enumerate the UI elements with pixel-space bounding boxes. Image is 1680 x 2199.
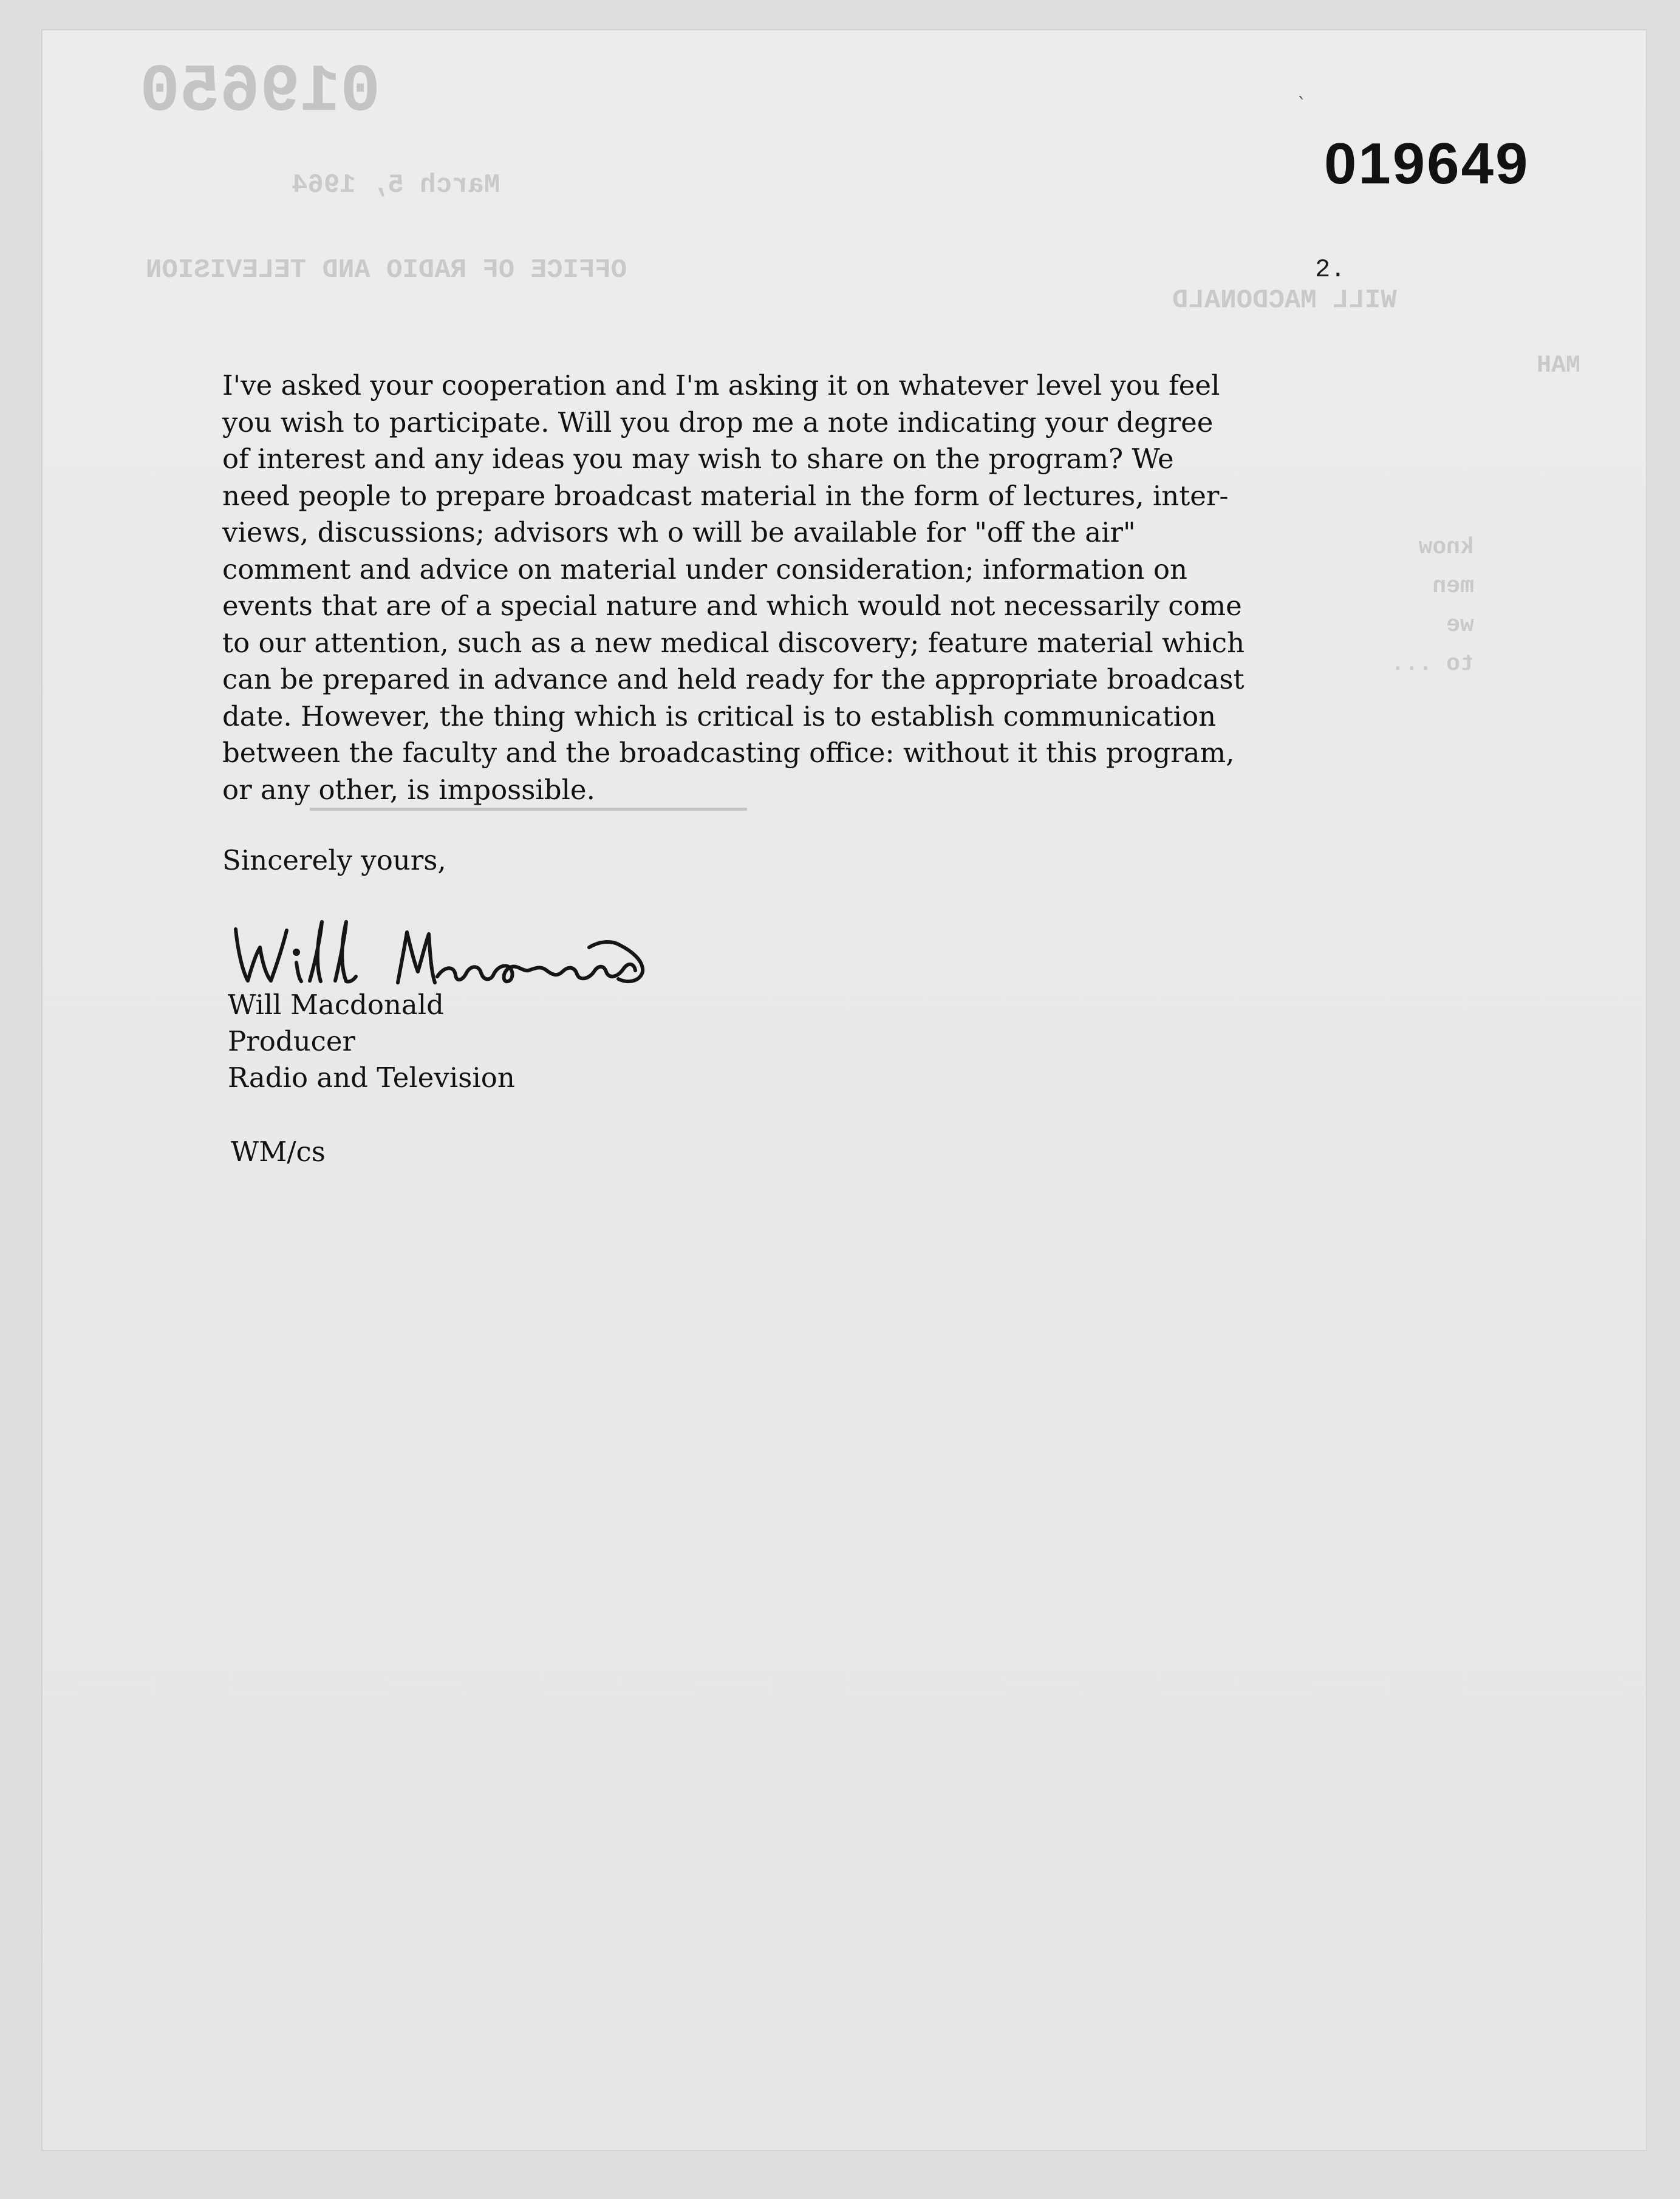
signature-block bbox=[228, 987, 515, 1096]
stray-mark: ` bbox=[1297, 94, 1306, 115]
signer-name: Will Macdonald bbox=[228, 989, 444, 1021]
body-line: need people to prepare broadcast material in the form of lectures, inter- bbox=[222, 479, 1229, 512]
body-line: I've asked your cooperation and I'm asking it on whatever level you feel bbox=[222, 369, 1220, 401]
closing: Sincerely yours, bbox=[222, 844, 446, 876]
handwritten-signature bbox=[225, 905, 698, 996]
body-line: or any other, is impossible. bbox=[222, 773, 595, 806]
letter-body bbox=[222, 367, 1516, 808]
bleed-through-lines: know men we to ... bbox=[1391, 534, 1474, 677]
body-line: events that are of a special nature and which would not necessarily come bbox=[222, 590, 1242, 622]
signer-title: Producer bbox=[228, 1025, 356, 1057]
body-line: date. However, the thing which is critical is to establish communication bbox=[222, 700, 1217, 732]
bleed-through-date: March 5, 1964 bbox=[292, 170, 500, 200]
body-line: of interest and any ideas you may wish to share on the program? We bbox=[222, 443, 1174, 475]
page-number: 2. bbox=[1315, 255, 1346, 284]
bleed-through-stamp: 019650 bbox=[140, 55, 381, 131]
body-line: comment and advice on material under consideration; information on bbox=[222, 553, 1187, 585]
body-line: to our attention, such as a new medical discovery; feature material which bbox=[222, 626, 1245, 659]
signer-department: Radio and Television bbox=[228, 1062, 515, 1094]
bleed-through-office: OFFICE OF RADIO AND TELEVISION bbox=[146, 255, 627, 285]
document-stamp-number: 019649 bbox=[1324, 131, 1530, 196]
reference-initials: WM/cs bbox=[231, 1136, 326, 1168]
bleed-through-name: WILL MACDONALD bbox=[1172, 285, 1397, 316]
body-line: views, discussions; advisors wh o will be available for "off the air" bbox=[222, 516, 1136, 548]
body-line: between the faculty and the broadcasting office: without it this program, bbox=[222, 737, 1235, 769]
bleed-through-fragment: MAH bbox=[1537, 352, 1581, 380]
body-line: you wish to participate. Will you drop me a note indicating your degree bbox=[222, 406, 1214, 438]
document-page bbox=[43, 30, 1646, 2150]
body-line: can be prepared in advance and held ready for the appropriate broadcast bbox=[222, 663, 1245, 695]
